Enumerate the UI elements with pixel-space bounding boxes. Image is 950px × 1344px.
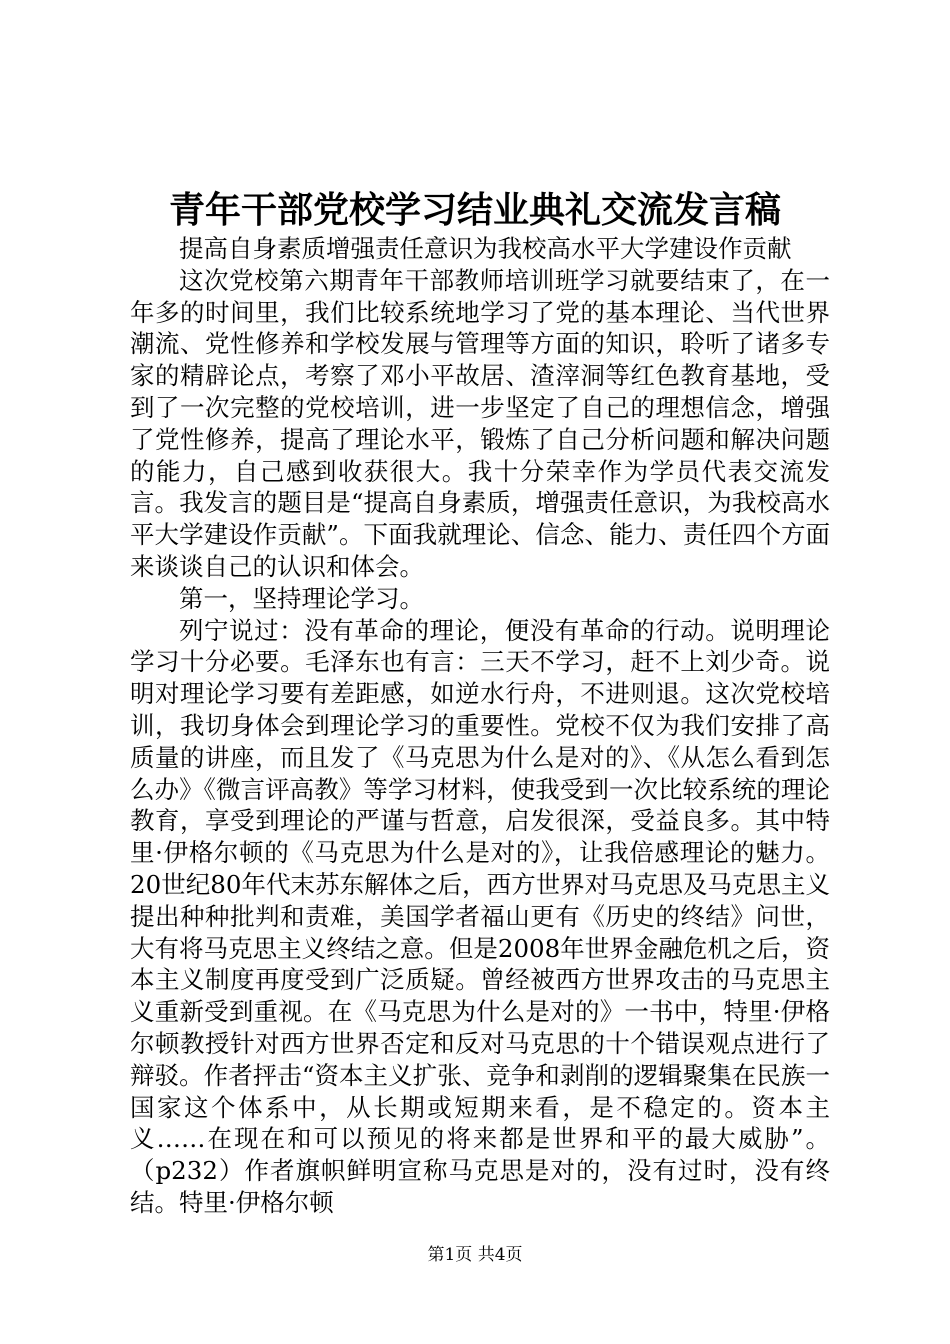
section-heading: 第一，坚持理论学习。 [179,583,424,613]
document-title: 青年干部党校学习结业典礼交流发言稿 [168,189,781,231]
body-paragraph: 列宁说过：没有革命的理论，便没有革命的行动。说明理论学习十分必要。毛泽东也有言：三天不学习，赶不上刘少奇。说明对理论学习要有差距感，如逆水行舟，不进则退。这次党校培训，我切身体会到理论学习的重要性。党校不仅为我们安排了高质量的讲座，而且发了《马克思为什么是对的》、《从怎么看到怎么办》《微言评高教》等学习材料，使我受到一次比较系统的理论教育，享受到理论的严谨与哲意，启发很深，受益良多。其中特里·伊格尔顿的《马克思为什么是对的》，让我倍感理论的魅力。20世纪80年代末苏东解体之后，西方世界对马克思及马克思主义提出种种批判和责难，美国学者福山更有《历史的终结》问世，大有将马克思主义终结之意。但是2008年世界金融危机之后，资本主义制度再度受到广泛质疑。曾经被西方世界攻击的马克思主义重新受到重视。在《马克思为什么是对的》一书中，特里·伊格尔顿教授针对西方世界否定和反对马克思的十个错误观点进行了辩驳。作者抨击“资本主义扩张、竞争和剥削的逻辑聚集在民族一国家这个体系中，从长期或短期来看，是不稳定的。资本主义……在现在和可以预见的将来都是世界和平的最大威胁”。（p232）作者旗帜鲜明宣称马克思是对的，没有过时，没有终结。特里·伊格尔顿 [130,615,830,1217]
page-number: 第1页 共4页 [427,1245,523,1265]
subtitle-paragraph: 提高自身素质增强责任意识为我校高水平大学建设作贡献 [179,234,792,263]
body-paragraph: 这次党校第六期青年干部教师培训班学习就要结束了，在一年多的时间里，我们比较系统地学习了党的基本理论、当代世界潮流、党性修养和学校发展与管理等方面的知识，聆听了诸多专家的精辟论点，考察了邓小平故居、渣滓洞等红色教育基地，受到了一次完整的党校培训，进一步坚定了自己的理想信念，增强了党性修养，提高了理论水平，锻炼了自己分析问题和解决问题的能力，自己感到收获很大。我十分荣幸作为学员代表交流发言。我发言的题目是“提高自身素质，增强责任意识，为我校高水平大学建设作贡献”。下面我就理论、信念、能力、责任四个方面来谈谈自己的认识和体会。 [130,265,830,581]
document-body [130,233,830,1219]
